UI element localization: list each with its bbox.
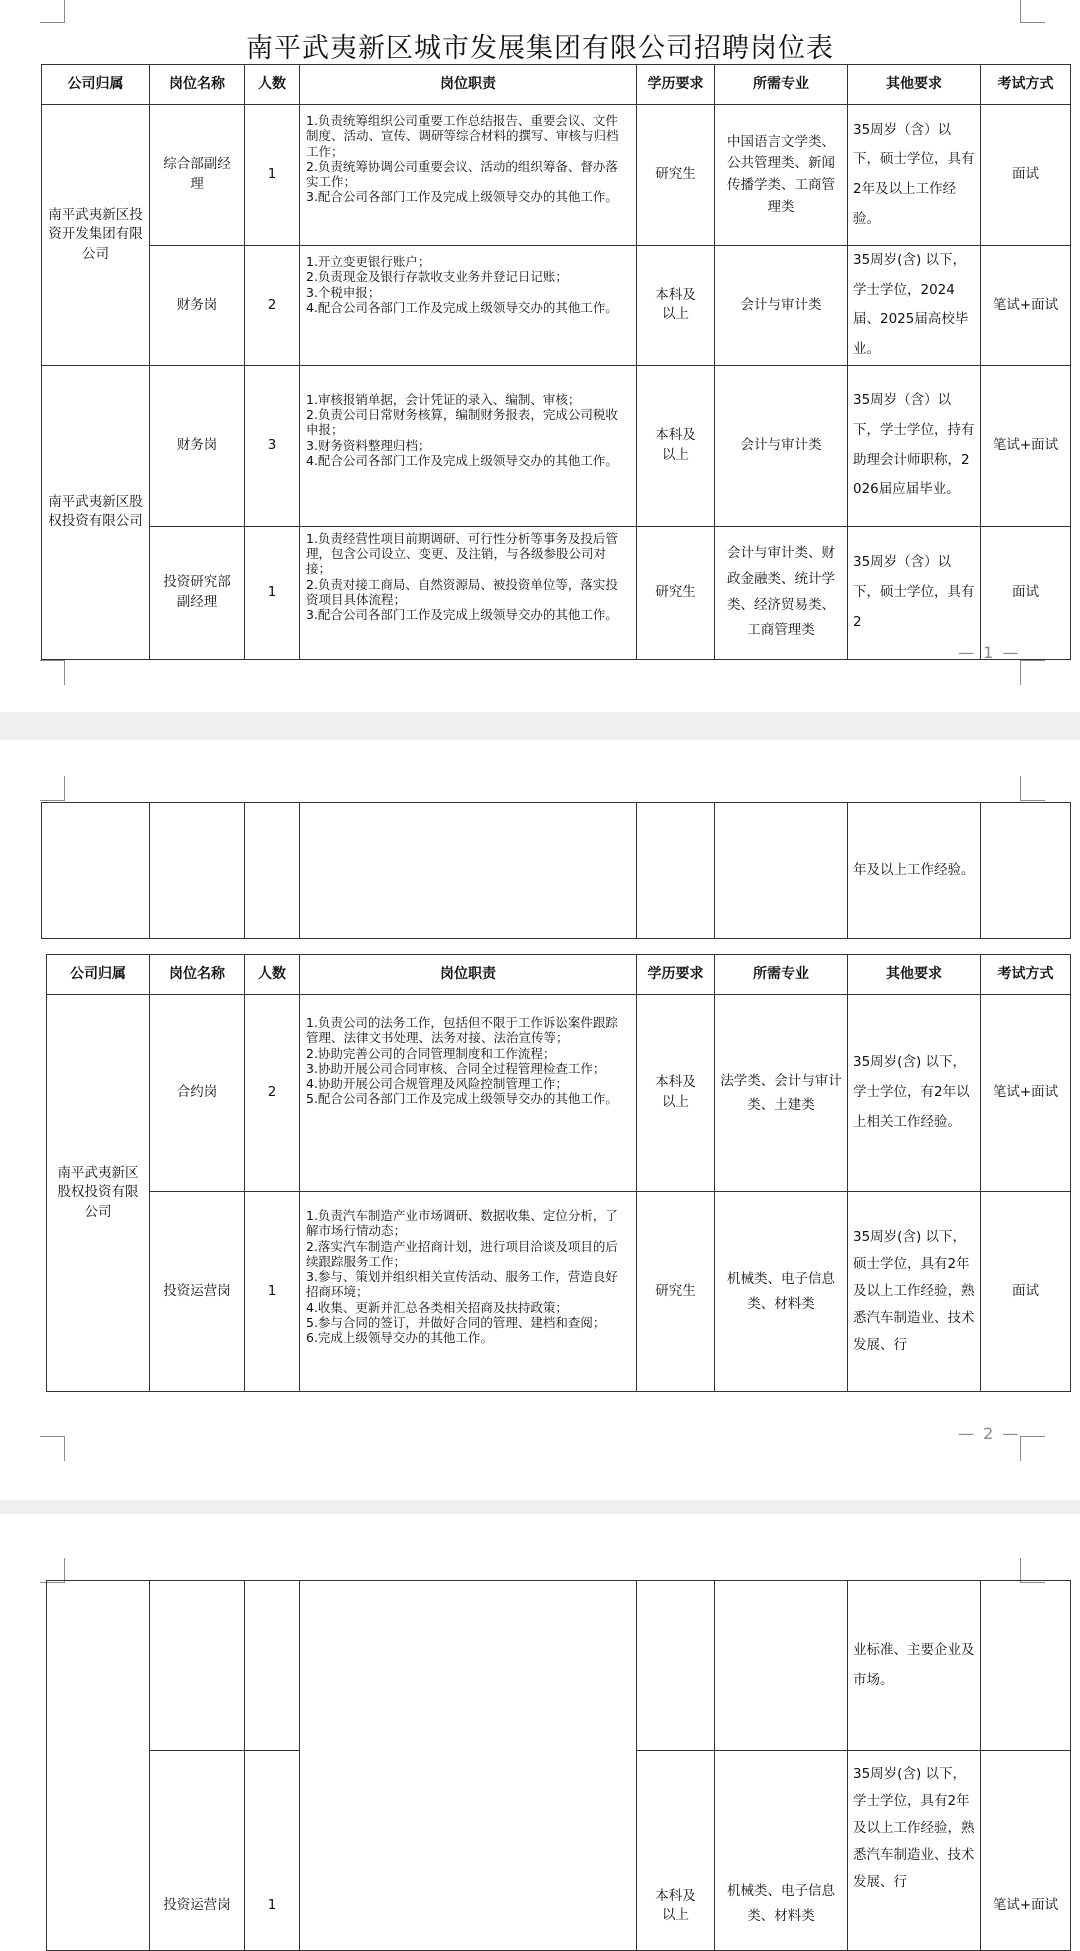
position-cell: 合约岗 xyxy=(150,995,245,1192)
duty-line: 1.负责汽车制造产业市场调研、数据收集、定位分析，了解市场行情动态； xyxy=(306,1208,618,1239)
duty-line: 3.协助开展公司合同审核、合同全过程管理检查工作； xyxy=(306,1060,606,1076)
header-duties: 岗位职责 xyxy=(300,65,637,105)
education-cell: 本科及以上 xyxy=(637,995,715,1192)
page-number: — 2 — xyxy=(958,1424,1021,1443)
table-row xyxy=(42,526,1071,659)
count-cell: 2 xyxy=(245,246,300,366)
position-cell: 投资研究部副经理 xyxy=(150,526,245,659)
position-cell: 财务岗 xyxy=(150,365,245,526)
duty-line: 3.参与、策划并组织相关宣传活动、服务工作，营造良好招商环境； xyxy=(306,1269,618,1300)
crop-mark xyxy=(40,0,65,23)
position-cell: 财务岗 xyxy=(150,246,245,366)
exam-cell: 笔试+面试 xyxy=(981,246,1071,366)
recruitment-table-page-2 xyxy=(46,954,1071,1392)
duties-cell xyxy=(300,526,637,659)
duty-line: 3.配合公司各部门工作及完成上级领导交办的其他工作。 xyxy=(306,189,618,205)
exam-cell: 面试 xyxy=(981,105,1071,246)
continuation-table-page-2 xyxy=(41,802,1071,939)
major-cell: 机械类、电子信息类、材料类 xyxy=(715,1192,848,1392)
duty-line: 4.配合公司各部门工作及完成上级领导交办的其他工作。 xyxy=(306,299,618,315)
other-requirements-cell: 35周岁(含) 以下，硕士学位，具有2年及以上工作经验，熟悉汽车制造业、技术发展、行 xyxy=(848,1192,981,1392)
major-cell: 会计与审计类 xyxy=(715,365,848,526)
count-cell: 1 xyxy=(245,1751,300,1951)
table-header-row xyxy=(47,955,1071,995)
education-cell: 研究生 xyxy=(637,1192,715,1392)
major-cell: 机械类、电子信息类、材料类 xyxy=(715,1751,848,1951)
table-header-row xyxy=(42,65,1071,105)
duty-line: 4.配合公司各部门工作及完成上级领导交办的其他工作。 xyxy=(306,452,618,468)
table-row xyxy=(42,803,1071,939)
recruitment-table-page-1 xyxy=(41,64,1071,660)
header-exam: 考试方式 xyxy=(981,65,1071,105)
position-cell: 投资运营岗 xyxy=(150,1192,245,1392)
other-requirements-cell: 年及以上工作经验。 xyxy=(848,803,981,939)
duty-line: 3.财务资料整理归档； xyxy=(306,437,431,453)
duty-line: 5.配合公司各部门工作及完成上级领导交办的其他工作。 xyxy=(306,1091,618,1107)
document-page-2 xyxy=(0,740,1080,1500)
header-count: 人数 xyxy=(245,65,300,105)
header-major: 所需专业 xyxy=(715,65,848,105)
duty-line: 1.负责经营性项目前期调研、可行性分析等事务及投后管理，包含公司设立、变更、及注销，与各级参股公司对接； xyxy=(306,530,618,577)
education-cell: 研究生 xyxy=(637,526,715,659)
header-company: 公司归属 xyxy=(47,955,150,995)
duty-line: 3.个税申报； xyxy=(306,284,381,300)
duties-cell xyxy=(300,995,637,1192)
header-education: 学历要求 xyxy=(637,65,715,105)
duty-line: 3.配合公司各部门工作及完成上级领导交办的其他工作。 xyxy=(306,607,618,622)
crop-mark xyxy=(1020,660,1045,685)
other-requirements-cell: 35周岁（含）以下，硕士学位，具有2 xyxy=(848,526,981,659)
position-cell: 投资运营岗 xyxy=(150,1751,245,1951)
header-other: 其他要求 xyxy=(848,65,981,105)
education-cell: 本科及以上 xyxy=(637,1751,715,1951)
education-cell: 本科及以上 xyxy=(637,365,715,526)
duty-line: 1.审核报销单据，会计凭证的录入、编制、审核； xyxy=(306,391,581,407)
crop-mark xyxy=(40,1436,65,1461)
duty-line: 2.负责现金及银行存款收支业务并登记日记账； xyxy=(306,269,568,285)
count-cell: 3 xyxy=(245,365,300,526)
major-cell: 会计与审计类、财政金融类、统计学类、经济贸易类、工商管理类 xyxy=(715,526,848,659)
page-gap xyxy=(0,1500,1080,1514)
exam-cell: 笔试+面试 xyxy=(981,1751,1071,1951)
duty-line: 2.协助完善公司的合同管理制度和工作流程； xyxy=(306,1045,556,1061)
table-row xyxy=(47,1192,1071,1392)
page-number: — 1 — xyxy=(958,643,1021,662)
duties-cell xyxy=(300,1192,637,1392)
other-requirements-cell: 35周岁(含) 以下，学士学位，有2年以上相关工作经验。 xyxy=(848,995,981,1192)
duty-line: 2.负责统筹协调公司重要会议、活动的组织筹备、督办落实工作； xyxy=(306,158,618,189)
count-cell: 1 xyxy=(245,105,300,246)
page-gap xyxy=(0,712,1080,740)
count-cell: 1 xyxy=(245,1192,300,1392)
table-row xyxy=(47,1581,1071,1751)
education-cell: 研究生 xyxy=(637,105,715,246)
duty-line: 1.开立变更银行账户； xyxy=(306,254,431,269)
header-position: 岗位名称 xyxy=(150,955,245,995)
education-cell: 本科及以上 xyxy=(637,246,715,366)
document-page-1 xyxy=(0,0,1080,712)
other-requirements-cell: 35周岁(含) 以下，学士学位，2024届、2025届高校毕业。 xyxy=(848,246,981,366)
table-row xyxy=(42,105,1071,246)
exam-cell: 面试 xyxy=(981,526,1071,659)
exam-cell: 笔试+面试 xyxy=(981,365,1071,526)
duties-cell xyxy=(300,105,637,246)
other-requirements-cell: 35周岁(含) 以下，学士学位，具有2年及以上工作经验，熟悉汽车制造业、技术发展、行 xyxy=(848,1751,981,1951)
crop-mark xyxy=(1020,1436,1045,1461)
position-cell: 综合部副经理 xyxy=(150,105,245,246)
header-duties: 岗位职责 xyxy=(300,955,637,995)
exam-cell: 面试 xyxy=(981,1192,1071,1392)
other-requirements-cell: 35周岁（含）以下，硕士学位，具有2年及以上工作经验。 xyxy=(848,105,981,246)
header-other: 其他要求 xyxy=(848,955,981,995)
count-cell: 2 xyxy=(245,995,300,1192)
major-cell: 中国语言文学类、公共管理类、新闻传播学类、工商管理类 xyxy=(715,105,848,246)
recruitment-table-page-3 xyxy=(46,1580,1071,1951)
crop-mark xyxy=(1020,776,1045,801)
table-row xyxy=(47,995,1071,1192)
crop-mark xyxy=(40,776,65,801)
major-cell: 会计与审计类 xyxy=(715,246,848,366)
crop-mark xyxy=(40,660,65,685)
company-cell: 南平武夷新区股权投资有限公司 xyxy=(47,995,150,1392)
duty-line: 2.负责对接工商局、自然资源局、被投资单位等，落实投资项目具体流程； xyxy=(306,576,618,607)
company-cell: 南平武夷新区投资开发集团有限公司 xyxy=(42,105,150,366)
header-exam: 考试方式 xyxy=(981,955,1071,995)
header-education: 学历要求 xyxy=(637,955,715,995)
duty-line: 1.负责统筹组织公司重要工作总结报告、重要会议、文件制度、活动、宣传、调研等综合材料的撰写、审核与归档工作； xyxy=(306,113,619,159)
duties-cell xyxy=(300,246,637,366)
duty-line: 4.收集、更新并汇总各类相关招商及扶持政策； xyxy=(306,1299,568,1315)
header-major: 所需专业 xyxy=(715,955,848,995)
company-cell: 南平武夷新区股权投资有限公司 xyxy=(42,365,150,659)
crop-mark xyxy=(1020,0,1045,23)
header-company: 公司归属 xyxy=(42,65,150,105)
duty-line: 2.落实汽车制造产业招商计划，进行项目洽谈及项目的后续跟踪服务工作； xyxy=(306,1238,618,1269)
duty-line: 2.负责公司日常财务核算，编制财务报表，完成公司税收申报； xyxy=(306,407,618,438)
other-requirements-cell: 业标准、主要企业及市场。 xyxy=(848,1581,981,1751)
table-row xyxy=(42,365,1071,526)
header-position: 岗位名称 xyxy=(150,65,245,105)
duty-line: 5.参与合同的签订，并做好合同的管理、建档和查阅； xyxy=(306,1314,606,1330)
count-cell: 1 xyxy=(245,526,300,659)
page-title: 南平武夷新区城市发展集团有限公司招聘岗位表 xyxy=(246,33,834,64)
duty-line: 1.负责公司的法务工作，包括但不限于工作诉讼案件跟踪管理、法律文书处理、法务对接、法治宣传等； xyxy=(306,1015,618,1046)
table-row xyxy=(42,246,1071,366)
document-page-3 xyxy=(0,1514,1080,1932)
duty-line: 4.协助开展公司合规管理及风险控制管理工作； xyxy=(306,1076,568,1091)
other-requirements-cell: 35周岁（含）以下，学士学位，持有助理会计师职称，2026届应届毕业。 xyxy=(848,365,981,526)
duties-cell xyxy=(300,365,637,526)
exam-cell: 笔试+面试 xyxy=(981,995,1071,1192)
major-cell: 法学类、会计与审计类、土建类 xyxy=(715,995,848,1192)
header-count: 人数 xyxy=(245,955,300,995)
duty-line: 6.完成上级领导交办的其他工作。 xyxy=(306,1330,493,1345)
